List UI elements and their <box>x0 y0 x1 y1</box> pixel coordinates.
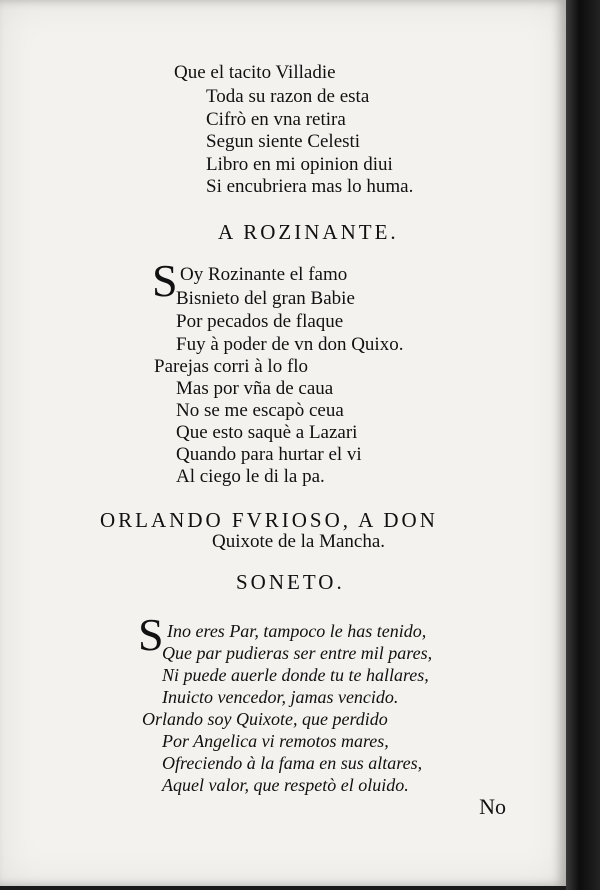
book-gutter-shadow <box>566 0 600 890</box>
poem2-line-2: Bisnieto del gran Babie <box>176 288 355 309</box>
poem2-line-10: Al ciego le di la pa. <box>176 466 325 487</box>
poem1-line-4: Segun siente Celesti <box>206 131 361 152</box>
poem1-line-1: Que el tacito Villadie <box>174 62 336 83</box>
poem3-line-2: Que par pudieras ser entre mil pares, <box>162 643 433 663</box>
poem3-title-line-1: ORLANDO FVRIOSO, A DON <box>100 508 438 532</box>
poem3-title-line-2: Quixote de la Mancha. <box>212 531 386 552</box>
poem3-line-5: Orlando soy Quixote, que perdido <box>142 709 388 729</box>
poem2-line-4: Fuy à poder de vn don Quixo. <box>176 334 404 355</box>
poem3-line-1: Ino eres Par, tampoco le has tenido, <box>167 621 427 641</box>
poem2-line-8: Que esto saquè a Lazari <box>176 422 358 443</box>
poem1-line-5: Libro en mi opinion diui <box>206 154 393 175</box>
poem3-line-7: Ofreciendo à la fama en sus altares, <box>162 753 423 773</box>
poem3-line-4: Inuicto vencedor, jamas vencido. <box>162 687 399 707</box>
catchword: No <box>479 794 506 819</box>
poem2-line-3: Por pecados de flaque <box>176 311 344 332</box>
poem2-title: A ROZINANTE. <box>218 220 399 244</box>
poem3-line-8: Aquel valor, que respetò el oluido. <box>162 775 409 795</box>
poem2-line-1: Oy Rozinante el famo <box>180 264 348 285</box>
poem1-line-2: Toda su razon de esta <box>206 86 370 107</box>
poem2-line-5: Parejas corri à lo flo <box>154 356 309 377</box>
poem2-dropcap: S <box>152 255 178 306</box>
poem3-line-3: Ni puede auerle donde tu te hallares, <box>162 665 429 685</box>
poem1-line-3: Cifrò en vna retira <box>206 109 346 130</box>
poem3-line-6: Por Angelica vi remotos mares, <box>162 731 389 751</box>
poem3-dropcap: S <box>138 609 164 660</box>
poem3-subtitle: SONETO. <box>236 570 345 594</box>
poem2-line-6: Mas por vña de caua <box>176 378 334 399</box>
poem2-line-9: Quando para hurtar el vi <box>176 444 362 465</box>
poem2-line-7: No se me escapò ceua <box>176 400 344 421</box>
poem1-line-6: Si encubriera mas lo huma. <box>206 176 414 197</box>
